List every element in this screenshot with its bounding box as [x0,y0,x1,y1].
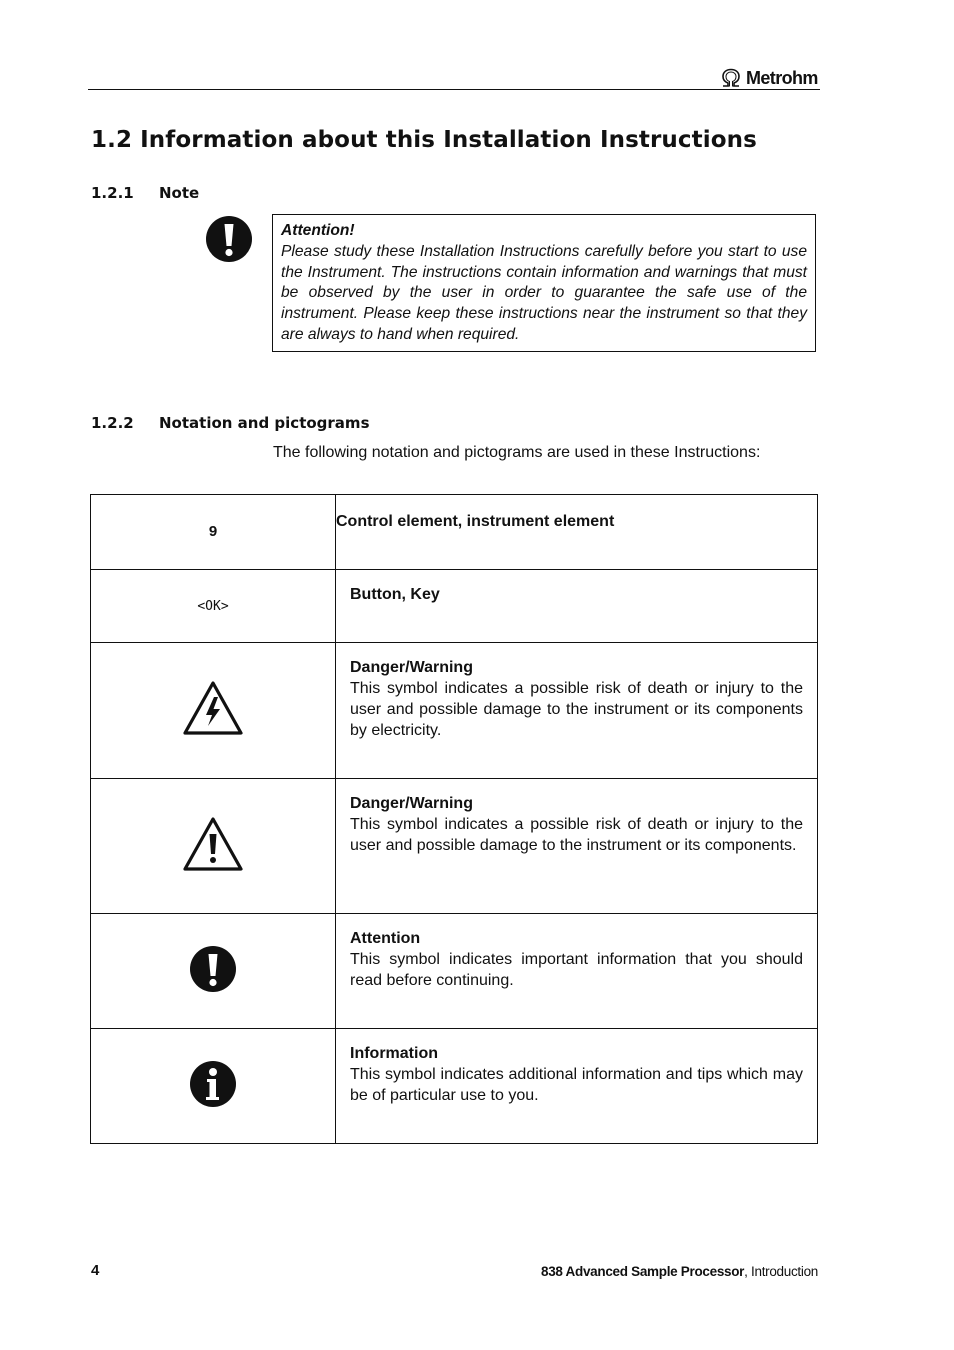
symbol-cell [91,914,336,1029]
footer-product: 838 Advanced Sample Processor [540,1264,745,1279]
logo-text: Metrohm [746,67,818,88]
subsection-title: Notation and pictograms [159,414,370,432]
attention-note-text: Please study these Installation Instructions carefully before you start to use the Instrument. The instructions contain information and warnings that must be observed by the user in order to guarantee the safe use of the instrument. Please keep these instructions near the instrument so that they are always to hand when required. [281,242,807,343]
symbol-cell [91,570,336,643]
row-title: Control element, instrument element [336,513,615,530]
notation-table [90,494,818,1144]
ok-key-symbol: <OK> [197,599,229,614]
footer-chapter: , Introduction [744,1264,818,1279]
attention-note-title: Attention! [281,222,355,239]
section-title: 1.2 Information about this Installation Instructions [91,127,757,153]
attention-icon [205,215,253,263]
warning-triangle-icon [182,816,244,872]
table-row [91,1029,818,1144]
subsection-heading-notation [91,414,370,432]
table-row [91,570,818,643]
row-title: Danger/Warning [350,795,473,812]
description-cell [336,779,818,914]
row-title: Attention [350,930,421,947]
description-cell [336,643,818,779]
symbol-cell [91,779,336,914]
header-rule [88,89,820,90]
table-row [91,643,818,779]
table-row [91,914,818,1029]
subsection-number: 1.2.2 [91,414,134,432]
table-row [91,495,818,570]
footer-running-title [541,1264,818,1279]
row-text: This symbol indicates additional information and tips which may be of particular use to you. [350,1066,803,1104]
metrohm-logo [720,67,818,89]
page-number: 4 [91,1262,100,1279]
description-cell [336,570,818,643]
description-cell [336,1029,818,1144]
row-text: This symbol indicates important information that you should read before continuing. [350,951,803,989]
row-text: This symbol indicates a possible risk of death or injury to the user and possible damage to the instrument or its components. [350,816,803,854]
electrical-hazard-icon [182,680,244,736]
subsection-number: 1.2.1 [91,184,134,202]
symbol-cell [91,1029,336,1144]
row-title: Information [350,1045,438,1062]
omega-logo-icon [720,68,742,88]
description-cell [336,914,818,1029]
subsection-title: Note [159,184,200,202]
description-cell [336,495,818,570]
attention-note-box [272,214,816,352]
information-icon [189,1060,237,1108]
table-row [91,779,818,914]
row-text: This symbol indicates a possible risk of death or injury to the user and possible damage to the instrument or its components by electricity. [350,680,803,739]
notation-intro: The following notation and pictograms are used in these Instructions: [273,444,761,461]
control-element-symbol: 9 [208,523,218,540]
attention-icon [189,945,237,993]
symbol-cell [91,495,336,570]
subsection-heading-note [91,184,199,202]
row-title: Button, Key [350,586,440,603]
row-title: Danger/Warning [350,659,473,676]
symbol-cell [91,643,336,779]
